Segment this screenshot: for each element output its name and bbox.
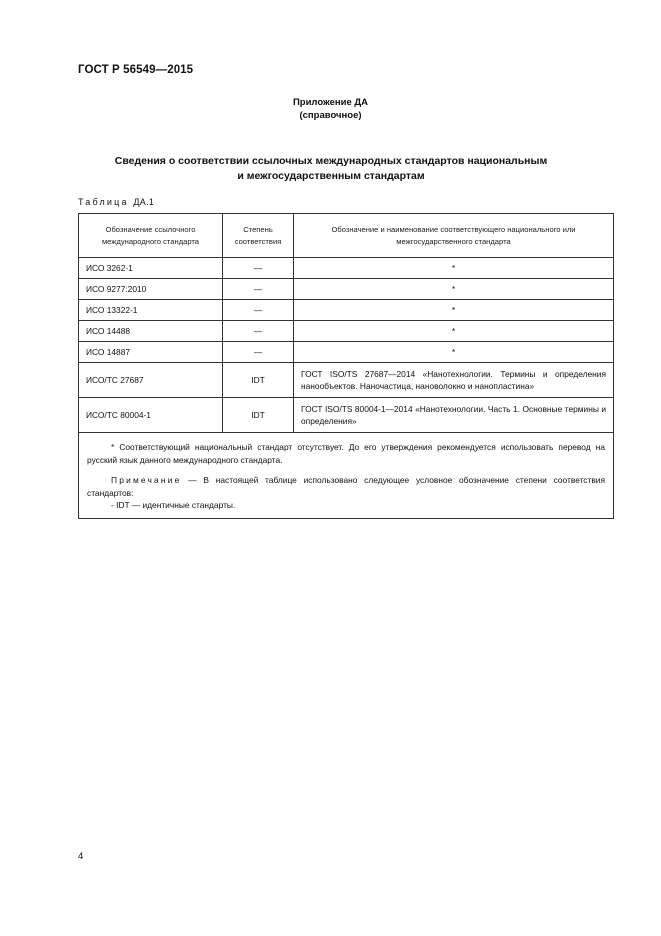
national-cell: * xyxy=(294,342,614,363)
national-cell: * xyxy=(294,279,614,300)
table-caption-number: ДА.1 xyxy=(133,197,155,207)
table-row xyxy=(79,342,614,363)
national-cell: * xyxy=(294,321,614,342)
national-cell: * xyxy=(294,300,614,321)
table-row xyxy=(79,279,614,300)
reference-cell: ИСО/ТС 80004-1 xyxy=(79,398,223,433)
national-cell: ГОСТ ISO/TS 80004-1—2014 «Нанотехнологии. Часть 1. Основные термины и определения» xyxy=(294,398,614,433)
annex-heading xyxy=(0,96,661,122)
degree-cell: — xyxy=(223,321,294,342)
reference-cell: ИСО 14488 xyxy=(79,321,223,342)
table-caption-word: Таблица xyxy=(78,197,129,207)
reference-cell: ИСО 13322-1 xyxy=(79,300,223,321)
degree-cell: — xyxy=(223,279,294,300)
annex-kind: (справочное) xyxy=(299,110,362,121)
column-header-national: Обозначение и наименование соответствующего национального или межгосударственного стандарта xyxy=(294,214,614,258)
reference-cell: ИСО/ТС 27687 xyxy=(79,363,223,398)
national-cell: * xyxy=(294,258,614,279)
section-title-line1: Сведения о соответствии ссылочных международных стандартов национальным xyxy=(114,155,548,167)
column-header-degree: Степень соответствия xyxy=(223,214,294,258)
document-code: ГОСТ Р 56549—2015 xyxy=(78,64,194,76)
degree-cell: — xyxy=(223,300,294,321)
degree-cell: — xyxy=(223,342,294,363)
section-title xyxy=(78,154,584,184)
table-row xyxy=(79,321,614,342)
note-list-item: - IDT — идентичные стандарты. xyxy=(111,500,236,510)
column-header-reference: Обозначение ссылочного международного стандарта xyxy=(79,214,223,258)
table-row xyxy=(79,258,614,279)
page-number: 4 xyxy=(78,851,84,862)
note xyxy=(87,474,605,499)
table-caption xyxy=(78,197,154,207)
national-cell: ГОСТ ISO/TS 27687—2014 «Нанотехнологии. Термины и определения нанообъектов. Наночастица, нановолокно и нанопластина» xyxy=(294,363,614,398)
degree-cell: IDT xyxy=(223,398,294,433)
degree-cell: — xyxy=(223,258,294,279)
reference-cell: ИСО 9277:2010 xyxy=(79,279,223,300)
annex-title: Приложение ДА xyxy=(292,97,369,108)
table-row xyxy=(79,398,614,433)
table-notes-row xyxy=(79,433,614,519)
table-row xyxy=(79,300,614,321)
note-label: Примечание xyxy=(111,475,182,485)
degree-cell: IDT xyxy=(223,363,294,398)
table-header-row xyxy=(79,214,614,258)
note-text: — В настоящей таблице использовано следующее условное обозначение степени соответствия стандартов: xyxy=(87,475,605,498)
table-notes xyxy=(79,433,614,519)
standards-table xyxy=(78,213,614,519)
section-title-line2: и межгосударственным стандартам xyxy=(237,170,425,182)
reference-cell: ИСО 14887 xyxy=(79,342,223,363)
table-row xyxy=(79,363,614,398)
reference-cell: ИСО 3262-1 xyxy=(79,258,223,279)
footnote: * Соответствующий национальный стандарт отсутствует. До его утверждения рекомендуется использовать перевод на русский язык данного международного стандарта. xyxy=(87,442,605,465)
